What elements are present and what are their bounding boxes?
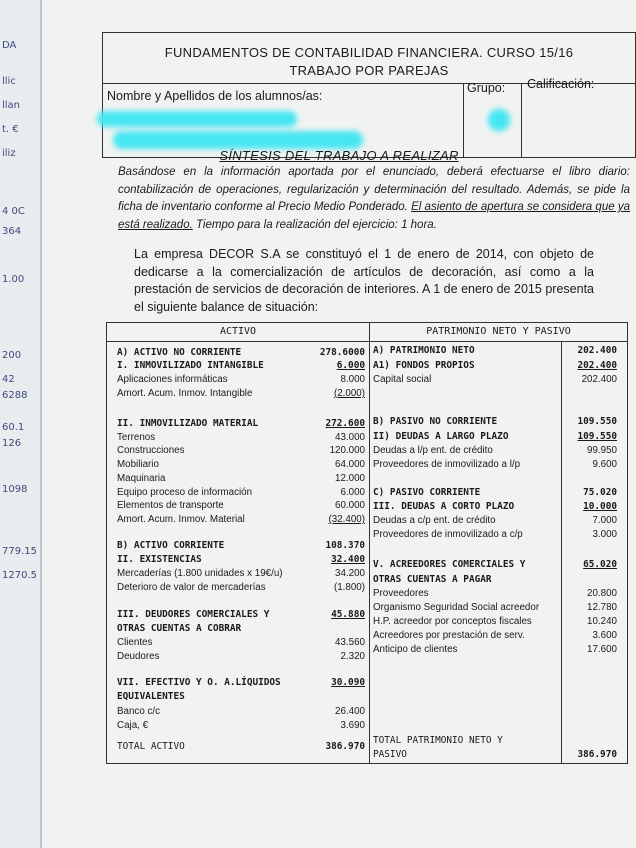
activo-row-value: 60.000 (335, 500, 365, 511)
section-title: SÍNTESIS DEL TRABAJO A REALIZAR (219, 148, 459, 163)
activo-row-label: A) ACTIVO NO CORRIENTE (117, 347, 242, 358)
activo-row-label: Aplicaciones informáticas (117, 374, 228, 385)
pasivo-row-label: Proveedores de inmovilizado a l/p (373, 459, 521, 470)
header-divider-grade (521, 83, 522, 157)
side-mark: 1.00 (2, 274, 25, 285)
pasivo-row-label: OTRAS CUENTAS A PAGAR (373, 574, 492, 585)
activo-row-label: Clientes (117, 637, 153, 648)
instructions-part: Tiempo para la realización del ejercicio: 1 hora. (192, 218, 437, 231)
pasivo-row-label: TOTAL PATRIMONIO NETO Y (373, 735, 503, 746)
column-divider (369, 323, 370, 763)
activo-row-value: (1.800) (333, 582, 365, 593)
activo-row-label: OTRAS CUENTAS A COBRAR (117, 623, 242, 634)
side-mark: 42 (2, 374, 15, 385)
activo-row-label: III. DEUDORES COMERCIALES Y (117, 609, 270, 620)
activo-row-value: 43.560 (335, 637, 365, 648)
side-mark: DA (2, 40, 17, 51)
pasivo-row-label: II) DEUDAS A LARGO PLAZO (373, 431, 509, 442)
activo-header: ACTIVO (107, 323, 369, 342)
activo-row-value: 108.370 (325, 540, 365, 551)
activo-row-value: 120.000 (329, 445, 365, 456)
grade-label: Calificación: (527, 77, 595, 91)
pasivo-row-label: V. ACREEDORES COMERCIALES Y (373, 559, 526, 570)
activo-row-label: II. EXISTENCIAS (117, 554, 202, 565)
activo-row-label: Construcciones (117, 445, 185, 456)
pasivo-row-value: 10.000 (583, 501, 617, 512)
side-mark: t. € (2, 124, 19, 135)
pasivo-row-label: III. DEUDAS A CORTO PLAZO (373, 501, 515, 512)
pasivo-header: PATRIMONIO NETO Y PASIVO (370, 323, 627, 342)
header-box (102, 32, 636, 158)
side-mark: iliz (2, 148, 16, 159)
activo-row-value: 43.000 (335, 432, 365, 443)
activo-row-label: Amort. Acum. Inmov. Intangible (117, 388, 253, 399)
activo-row-value: 30.090 (331, 677, 365, 688)
pasivo-row-label: Anticipo de clientes (373, 644, 458, 655)
pasivo-row-value: 7.000 (592, 515, 617, 526)
pasivo-row-value: 10.240 (587, 616, 617, 627)
pasivo-row-label: PASIVO (373, 749, 407, 760)
activo-row-value: 64.000 (335, 459, 365, 470)
balance-sheet-table (106, 322, 628, 764)
instructions-underlined: El asiento de apertura se considera que ya está realizado. (118, 201, 631, 231)
pasivo-row-value: 202.400 (577, 345, 617, 356)
side-mark: 779.15 (2, 546, 37, 557)
pasivo-row-value: 12.780 (587, 602, 617, 613)
pasivo-row-value: 9.600 (592, 459, 617, 470)
side-mark: 6288 (2, 390, 28, 401)
activo-row-label: B) ACTIVO CORRIENTE (117, 540, 225, 551)
pasivo-row-value: 17.600 (587, 644, 617, 655)
activo-row-label: Mercaderías (1.800 unidades x 19€/u) (117, 568, 283, 579)
activo-row-value: 272.600 (325, 418, 365, 429)
activo-row-value: 278.6000 (319, 347, 365, 358)
redaction-mark (97, 111, 297, 127)
company-description: La empresa DECOR S.A se constituyó el 1 de enero de 2014, con objeto de dedicarse a la comercialización de artículos de decoración, así como a la prestación de servicios de decoración de interiores. A 1 de enero de 2015 presenta el siguiente balance de situación: (134, 247, 594, 314)
pasivo-row-value: 75.020 (583, 487, 617, 498)
instructions-text (118, 164, 630, 234)
activo-row-value: 26.400 (335, 706, 365, 717)
activo-row-label: EQUIVALENTES (117, 691, 185, 702)
side-mark: llic (2, 76, 16, 87)
side-mark: 4 0C (2, 206, 25, 217)
activo-row-label: Maquinaria (117, 473, 166, 484)
activo-row-label: Elementos de transporte (117, 500, 224, 511)
pasivo-row-value: 3.000 (592, 529, 617, 540)
pasivo-row-label: Organismo Seguridad Social acreedor (373, 602, 540, 613)
side-mark: 1270.5 (2, 570, 37, 581)
course-title: FUNDAMENTOS DE CONTABILIDAD FINANCIERA. CURSO 15/16 (164, 45, 574, 60)
activo-row-label: Amort. Acum. Inmov. Material (117, 514, 245, 525)
activo-row-value: 6.000 (340, 487, 365, 498)
activo-row-label: Banco c/c (117, 706, 161, 717)
pasivo-row-value: 3.600 (592, 630, 617, 641)
pasivo-row-label: Proveedores de inmovilizado a c/p (373, 529, 523, 540)
instructions-part: Basándose en la información aportada por el enunciado, deberá efectuarse el libro diario: contabilización de operaciones, regularización y determinación del resultado. Además, se pide la ficha de inventario conforme al Precio Medio Ponderado. (118, 166, 630, 213)
pasivo-row-label: Deudas a l/p ent. de crédito (373, 445, 493, 456)
column-divider (561, 341, 562, 763)
activo-row-label: TOTAL ACTIVO (117, 741, 185, 752)
pasivo-row-value: 386.970 (577, 749, 617, 760)
pasivo-row-label: B) PASIVO NO CORRIENTE (373, 416, 498, 427)
header-divider-group (463, 83, 464, 157)
activo-row-value: 2.320 (340, 651, 365, 662)
side-mark: 200 (2, 350, 22, 361)
activo-row-label: Deterioro de valor de mercaderías (117, 582, 266, 593)
assignment-title: TRABAJO POR PAREJAS (289, 63, 449, 78)
document-page (42, 0, 636, 848)
activo-row-value: 8.000 (340, 374, 365, 385)
activo-row-value: 45.880 (331, 609, 365, 620)
side-mark: llan (2, 100, 21, 111)
activo-row-label: Equipo proceso de información (117, 487, 253, 498)
pasivo-row-label: Acreedores por prestación de serv. (373, 630, 525, 641)
pasivo-row-value: 109.550 (577, 431, 617, 442)
pasivo-row-value: 202.400 (581, 374, 617, 385)
pasivo-row-label: C) PASIVO CORRIENTE (373, 487, 481, 498)
activo-row-value: 386.970 (325, 741, 365, 752)
pasivo-row-label: A) PATRIMONIO NETO (373, 345, 475, 356)
activo-row-label: Mobiliario (117, 459, 159, 470)
side-mark: 1098 (2, 484, 28, 495)
activo-row-label: Terrenos (117, 432, 156, 443)
pasivo-row-value: 109.550 (577, 416, 617, 427)
pasivo-row-label: Proveedores (373, 588, 429, 599)
pasivo-row-value: 65.020 (583, 559, 617, 570)
redaction-mark (113, 131, 363, 149)
activo-row-label: I. INMOVILIZADO INTANGIBLE (117, 360, 264, 371)
activo-row-value: (2.000) (333, 388, 365, 399)
group-label: Grupo: (467, 81, 506, 95)
activo-row-label: Caja, € (117, 720, 149, 731)
pasivo-row-value: 99.950 (587, 445, 617, 456)
pasivo-row-label: A1) FONDOS PROPIOS (373, 360, 475, 371)
activo-row-value: (32.400) (328, 514, 365, 525)
pasivo-row-value: 20.800 (587, 588, 617, 599)
redaction-mark (488, 109, 510, 131)
activo-row-value: 3.690 (340, 720, 365, 731)
activo-row-label: Deudores (117, 651, 160, 662)
side-mark: 364 (2, 226, 22, 237)
activo-row-value: 34.200 (335, 568, 365, 579)
adjacent-sheet (0, 0, 40, 848)
pasivo-row-label: H.P. acreedor por conceptos fiscales (373, 616, 532, 627)
pasivo-row-value: 202.400 (577, 360, 617, 371)
activo-row-label: II. INMOVILIZADO MATERIAL (117, 418, 259, 429)
pasivo-row-label: Deudas a c/p ent. de crédito (373, 515, 496, 526)
names-label: Nombre y Apellidos de los alumnos/as: (107, 89, 323, 103)
activo-row-value: 6.000 (336, 360, 365, 371)
side-mark: 126 (2, 438, 22, 449)
activo-row-value: 12.000 (335, 473, 365, 484)
activo-row-label: VII. EFECTIVO Y O. A.LÍQUIDOS (117, 677, 281, 688)
side-mark: 60.1 (2, 422, 25, 433)
activo-row-value: 32.400 (331, 554, 365, 565)
pasivo-row-label: Capital social (373, 374, 432, 385)
